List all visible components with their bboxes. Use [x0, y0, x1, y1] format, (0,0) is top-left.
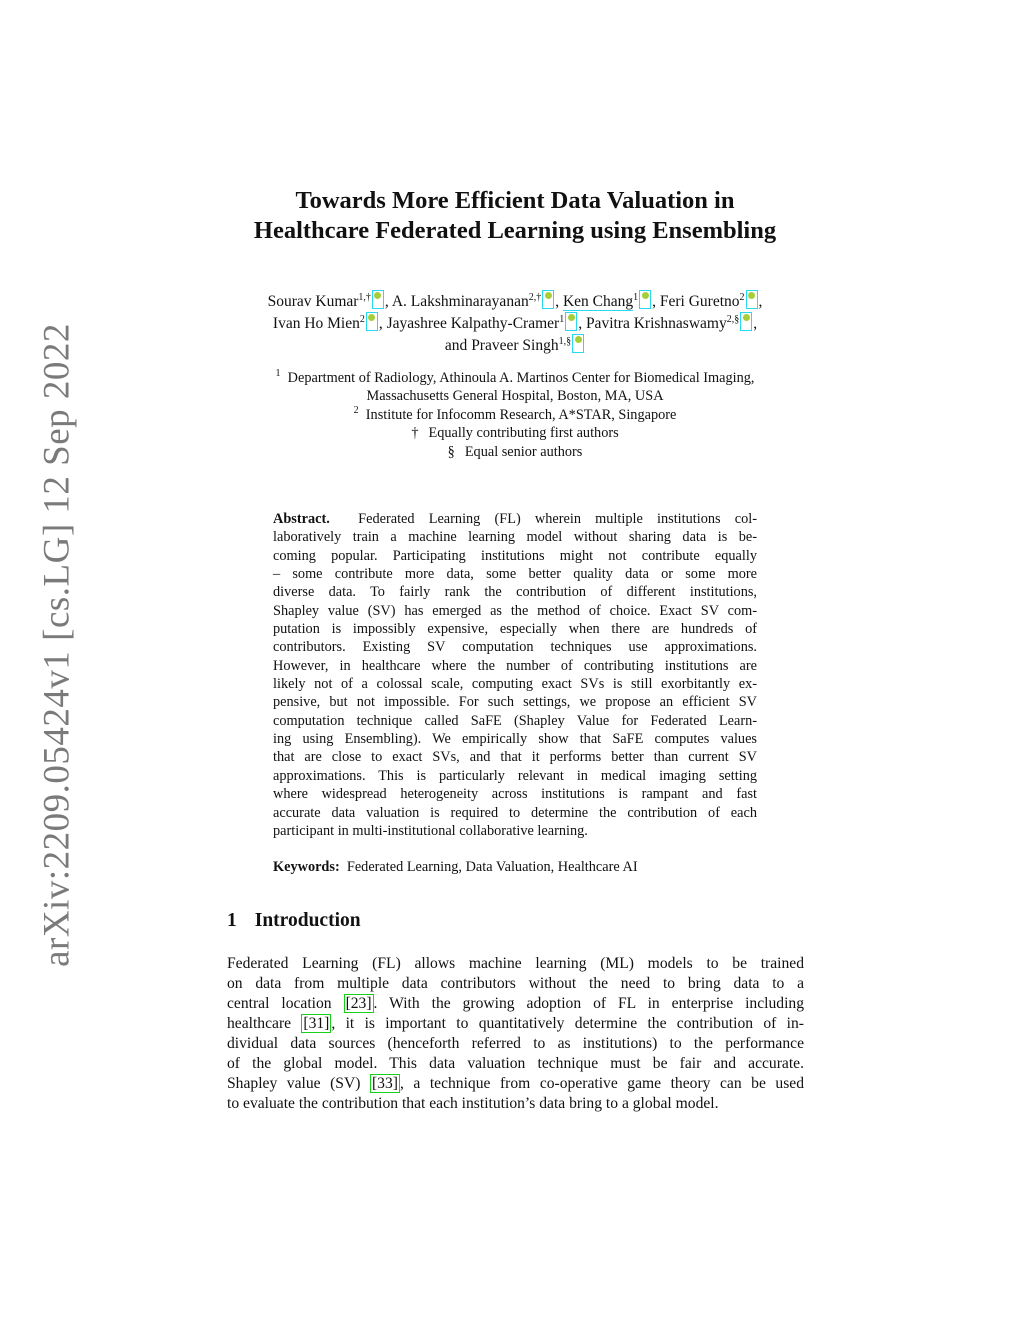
author-separator: ,: [555, 293, 563, 310]
citation-link[interactable]: [23]: [345, 995, 372, 1012]
author-name[interactable]: Ken Chang: [562, 293, 634, 310]
intro-line: dividual data sources (henceforth referred to as institutions) to the performance: [227, 1035, 804, 1052]
author-name[interactable]: Feri Guretno: [659, 293, 740, 310]
orcid-icon[interactable]: [565, 312, 577, 331]
section-heading-introduction: [227, 910, 361, 932]
abstract-line: pensive, but not impossible. For such settings, we propose an efficient SV: [273, 694, 757, 711]
orcid-icon[interactable]: [639, 290, 651, 309]
author-line-3: [205, 334, 825, 356]
abstract-line: putation is impossibly expensive, especially when there are hundreds of: [273, 621, 757, 638]
author-separator: ,: [384, 293, 392, 310]
arxiv-identifier-stamp: arXiv:2209.05424v1 [cs.LG] 12 Sep 2022: [36, 323, 78, 967]
dagger-mark: †: [411, 425, 419, 442]
abstract-line: where widespread heterogeneity across institutions is rampant and fast: [273, 786, 757, 803]
intro-text: central location: [227, 995, 344, 1012]
senior-author-note: [205, 443, 825, 461]
author-affiliation-sup: 2,†: [528, 292, 542, 303]
abstract-line: ing using Ensembling). We empirically show that SaFE computes values: [273, 731, 757, 748]
author-affiliation-sup: 1,†: [358, 292, 371, 303]
author-affiliation-sup: 1: [633, 292, 639, 303]
abstract-line: approximations. This is particularly relevant in medical imaging setting: [273, 767, 757, 784]
section-mark: §: [447, 443, 455, 460]
author-separator: ,: [758, 293, 763, 310]
abstract-line: [273, 510, 757, 528]
affiliation-1-continued: Massachusetts General Hospital, Boston, MA, USA: [366, 388, 664, 405]
title-line-1: Towards More Efficient Data Valuation in: [295, 187, 735, 214]
author-name[interactable]: A. Lakshminarayanan: [391, 293, 529, 310]
orcid-icon[interactable]: [746, 290, 758, 309]
abstract-line: Shapley value (SV) has emerged as the method of choice. Exact SV com-: [273, 602, 757, 619]
affiliation-mark: 1: [275, 368, 281, 379]
affiliations: [205, 369, 825, 461]
abstract-line: laboratively train a machine learning model without sharing data is be-: [273, 529, 757, 546]
author-name[interactable]: Praveer Singh: [471, 337, 559, 354]
author-line-2: [205, 312, 825, 334]
abstract: [273, 510, 757, 840]
author-name[interactable]: Ivan Ho Mien: [272, 315, 360, 332]
orcid-icon[interactable]: [740, 312, 752, 331]
orcid-icon[interactable]: [542, 290, 554, 309]
author-separator: ,: [652, 293, 660, 310]
equal-contribution-note: [205, 424, 825, 442]
keywords: [273, 858, 757, 876]
title-line-2: Healthcare Federated Learning using Ensembling: [253, 217, 777, 244]
intro-line: [227, 1014, 804, 1034]
intro-line: on data from multiple data contributors without the need to bring data to a: [227, 975, 804, 992]
citation-link[interactable]: [31]: [303, 1015, 330, 1032]
author-affiliation-sup: 2: [359, 314, 365, 325]
abstract-line: that are close to exact SVs, and that it performs better than current SV: [273, 749, 757, 766]
paper-title: [180, 186, 850, 246]
introduction-paragraph: [227, 954, 804, 1114]
citation-link[interactable]: [33]: [371, 1075, 398, 1092]
abstract-text: Federated Learning (FL) wherein multiple institutions col-: [358, 511, 757, 527]
affiliation-text: Institute for Infocomm Research, A*STAR, Singapore: [365, 406, 677, 423]
note-text: Equal senior authors: [464, 443, 583, 460]
author-separator: ,: [378, 315, 387, 332]
abstract-line: computation technique called SaFE (Shapley Value for Federated Learn-: [273, 712, 757, 729]
abstract-line: participant in multi-institutional collaborative learning.: [273, 822, 588, 839]
author-separator: ,: [578, 315, 586, 332]
intro-text: Shapley value (SV): [227, 1075, 370, 1092]
intro-line: Federated Learning (FL) allows machine learning (ML) models to be trained: [227, 955, 804, 972]
orcid-icon[interactable]: [372, 290, 384, 309]
affiliation-text: Department of Radiology, Athinoula A. Martinos Center for Biomedical Imaging,: [287, 370, 755, 386]
intro-line: [227, 994, 804, 1014]
abstract-line: likely not of a colossal scale, computing exact SVs is still exorbitantly ex-: [273, 676, 757, 693]
author-affiliation-sup: 1: [559, 314, 565, 325]
affiliation-1: [205, 369, 825, 387]
abstract-line: – some contribute more data, some better quality data or some more: [273, 566, 757, 583]
intro-line: of the global model. This data valuation technique must be fair and accurate.: [227, 1055, 804, 1072]
section-number: 1: [227, 910, 237, 931]
affiliation-2: [205, 406, 825, 424]
intro-text: , it is important to quantitatively determine the contribution of in-: [331, 1015, 804, 1032]
intro-text: healthcare: [227, 1015, 302, 1032]
keywords-text: Federated Learning, Data Valuation, Healthcare AI: [346, 859, 638, 875]
abstract-line: contributors. Existing SV computation techniques use approximations.: [273, 639, 757, 656]
abstract-line: accurate data valuation is required to determine the contribution of each: [273, 804, 757, 821]
intro-line: [227, 1074, 804, 1094]
author-separator: ,: [753, 315, 758, 332]
intro-text: , a technique from co-operative game theory can be used: [399, 1075, 804, 1092]
author-name[interactable]: Sourav Kumar: [267, 293, 359, 310]
author-affiliation-sup: 1,§: [558, 336, 572, 347]
keywords-label: Keywords:: [273, 859, 340, 875]
orcid-icon[interactable]: [572, 334, 584, 353]
note-text: Equally contributing first authors: [428, 425, 619, 442]
abstract-line: coming popular. Participating institutions might not contribute equally: [273, 547, 757, 564]
abstract-line: diverse data. To fairly rank the contribution of different institutions,: [273, 584, 757, 601]
abstract-line: However, in healthcare where the number of contributing institutions are: [273, 657, 757, 674]
author-line-1: [205, 290, 825, 312]
author-list: [205, 290, 825, 356]
orcid-icon[interactable]: [366, 312, 378, 331]
intro-line: to evaluate the contribution that each institution’s data bring to a global model.: [227, 1095, 719, 1112]
author-affiliation-sup: 2: [739, 292, 745, 303]
author-conjunction: and: [444, 337, 472, 354]
affiliation-mark: 2: [353, 404, 359, 416]
author-name[interactable]: Pavitra Krishnaswamy: [585, 315, 727, 332]
section-title: Introduction: [254, 910, 361, 931]
author-name[interactable]: Jayashree Kalpathy-Cramer: [386, 315, 560, 332]
intro-text: . With the growing adoption of FL in enterprise including: [373, 995, 804, 1012]
author-affiliation-sup: 2,§: [726, 314, 740, 325]
abstract-label: Abstract.: [273, 511, 330, 527]
